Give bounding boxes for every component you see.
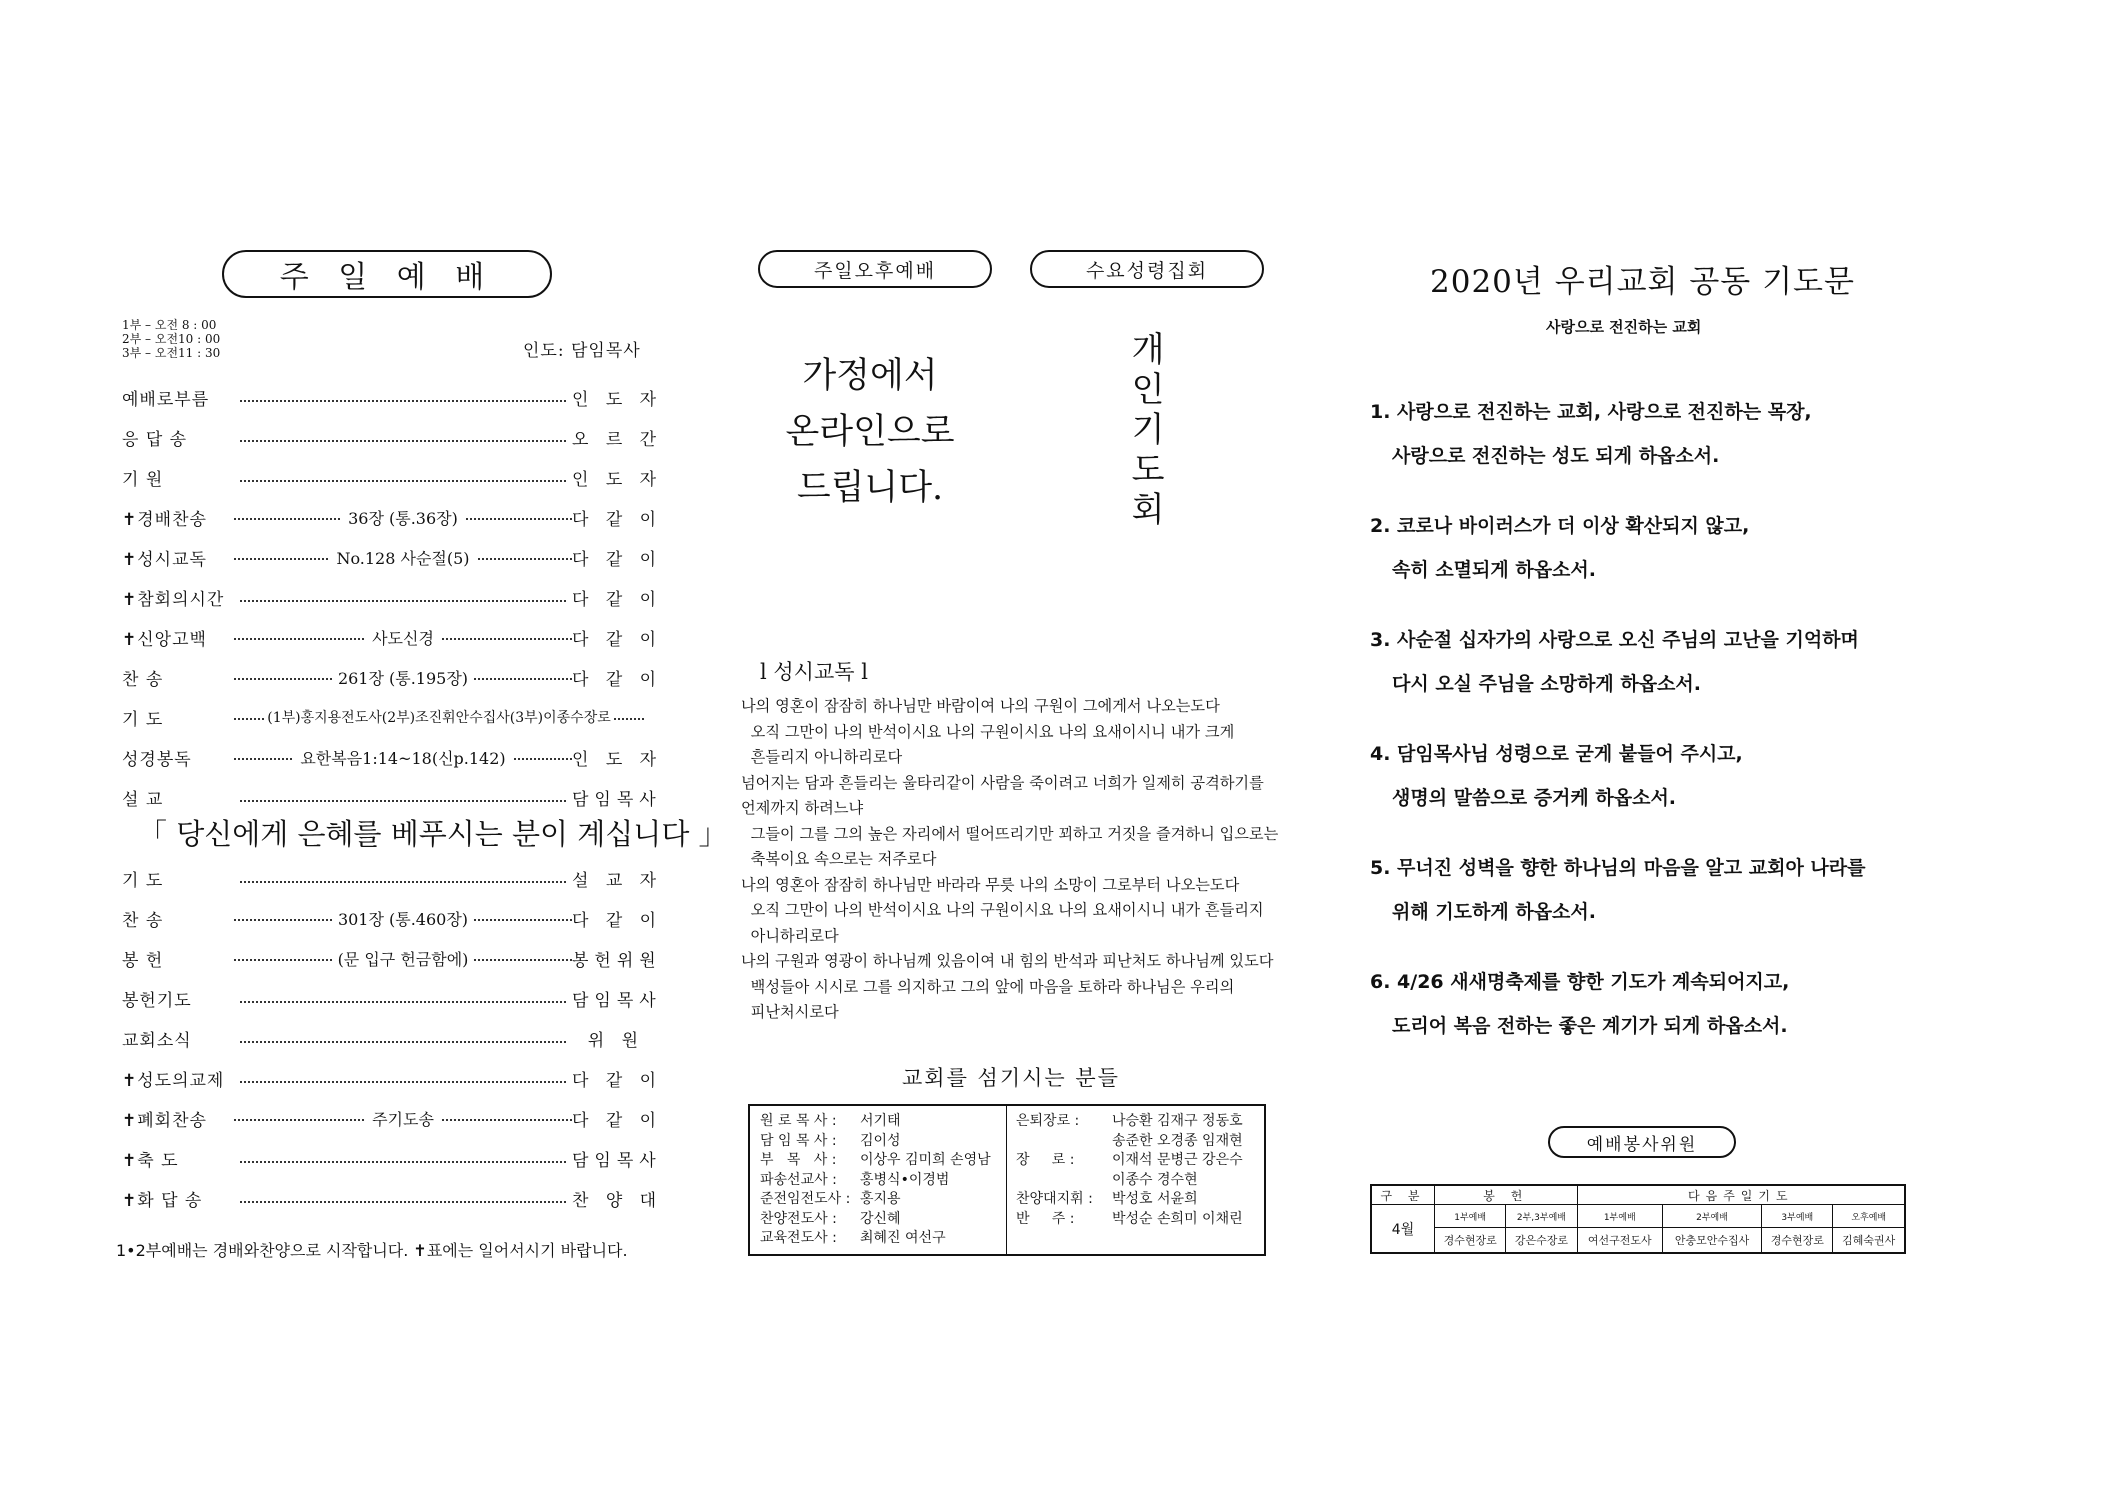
dot-leader	[240, 400, 566, 402]
staff-role: 찬양대지휘 :	[1016, 1191, 1093, 1207]
order-row	[122, 585, 663, 610]
order-item: ✝화 답 송	[122, 1190, 203, 1211]
table-cell: 안충모안수집사	[1662, 1228, 1761, 1254]
order-leader: 담임목사	[572, 789, 662, 810]
order-row	[122, 1026, 644, 1050]
prayer-line1: 5. 무너진 성벽을 향한 하나님의 마음을 알고 교회아 나라를	[1370, 857, 1866, 879]
wednesday-meeting-label	[1030, 250, 1264, 288]
prayer-line2: 위해 기도하게 하옵소서.	[1392, 901, 1596, 923]
time-first: 1부 – 오전 8 : 00	[122, 318, 217, 332]
vertical-char: 인	[1131, 370, 1165, 410]
order-item: ✝신앙고백	[122, 629, 207, 650]
service-committee-label	[1548, 1126, 1736, 1158]
responsive-line: 언제까지 하려느냐	[741, 799, 864, 817]
dot-leader	[240, 600, 566, 602]
staff-role: 교육전도사 :	[760, 1230, 837, 1246]
staff-right-list	[1016, 1112, 1243, 1229]
staff-row	[760, 1210, 991, 1230]
responsive-reading-title: l 성시교독 l	[760, 660, 868, 684]
order-detail-wrap	[234, 947, 572, 970]
staff-row	[760, 1229, 991, 1249]
order-leader: 봉헌위원	[572, 950, 662, 971]
staff-role: 반 주 :	[1016, 1210, 1075, 1227]
order-leader: 다 같 이	[572, 1070, 663, 1091]
order-leader: 다 같 이	[572, 629, 663, 650]
staff-role	[1016, 1171, 1112, 1191]
prayer-line1: 4. 담임목사님 성령으로 굳게 붙들어 주시고,	[1370, 743, 1743, 765]
personal-prayer-vertical	[1128, 330, 1168, 530]
staff-row	[1016, 1171, 1243, 1191]
responsive-line: 오직 그만이 나의 반석이시요 나의 구원이시요 나의 요새이시니 내가 크게	[741, 722, 1235, 741]
order-item: ✝참회의시간	[122, 589, 225, 610]
staff-row	[1016, 1151, 1243, 1171]
prayer-item	[1370, 504, 1749, 592]
responsive-line: 축복이요 속으로는 저주로다	[741, 850, 937, 868]
dot-leader	[240, 1081, 566, 1083]
responsive-line: 나의 영혼이 잠잠히 하나님만 바람이여 나의 구원이 그에게서 나오는도다	[741, 697, 1220, 715]
order-leader: 다 같 이	[572, 589, 663, 610]
prayer-item	[1370, 960, 1789, 1048]
staff-names: 나승환 김재구 정동호	[1112, 1113, 1243, 1129]
order-leader: 설 교 자	[572, 870, 663, 891]
order-detail-wrap	[234, 707, 644, 727]
order-row	[122, 545, 663, 570]
order-detail: (문 입구 헌금함에)	[332, 950, 475, 969]
staff-role: 담 임 목 사 :	[760, 1132, 837, 1149]
staff-role: 파송선교사 :	[760, 1171, 837, 1188]
responsive-reading-text	[741, 694, 1301, 1026]
staff-names: 이상우 김미희 손영남	[860, 1152, 991, 1168]
prayer-item	[1370, 732, 1743, 820]
dot-leader	[240, 800, 566, 802]
order-row	[122, 425, 663, 450]
prayer-line2: 사랑으로 전진하는 성도 되게 하옵소서.	[1392, 445, 1720, 467]
table-header-next-prayer: 다음주일기도	[1577, 1185, 1905, 1205]
staff-row	[1016, 1132, 1243, 1152]
staff-divider	[1006, 1106, 1007, 1254]
order-detail: 301장 (통.460장)	[332, 910, 474, 929]
staff-row	[1016, 1112, 1243, 1132]
table-cell: 여선구전도사	[1577, 1228, 1662, 1254]
time-second: 2부 – 오전10 : 00	[122, 332, 221, 346]
order-detail: (1부)홍지용전도사(2부)조진휘안수집사(3부)이종수장로	[267, 710, 611, 726]
staff-role: 찬양전도사 :	[760, 1210, 837, 1227]
staff-row	[760, 1190, 991, 1210]
afternoon-worship-text: 주일오후예배	[813, 259, 937, 282]
staff-role: 은퇴장로 :	[1016, 1113, 1080, 1129]
staff-names: 홍병식•이경범	[860, 1171, 950, 1188]
staff-role: 장 로 :	[1016, 1152, 1075, 1168]
order-leader: 담임목사	[572, 1150, 662, 1171]
vertical-char: 기	[1131, 410, 1165, 450]
staff-names: 박성호 서윤희	[1112, 1191, 1198, 1207]
responsive-line: 오직 그만이 나의 반석이시요 나의 구원이시요 나의 요새이시니 내가 흔들리지	[741, 901, 1264, 919]
staff-names: 최혜진 여선구	[860, 1230, 946, 1246]
order-row	[122, 745, 663, 770]
order-row	[122, 785, 662, 810]
responsive-line: 나의 구원과 영광이 하나님께 있음이여 내 힘의 반석과 피난처도 하나님께 있도다	[741, 952, 1274, 970]
vertical-char: 회	[1131, 490, 1165, 530]
service-times	[122, 318, 220, 360]
wednesday-meeting-text: 수요성령집회	[1085, 259, 1209, 282]
order-detail-wrap	[234, 746, 572, 769]
prayer-line1: 1. 사랑으로 전진하는 교회, 사랑으로 전진하는 목장,	[1370, 401, 1812, 423]
responsive-line: 나의 영혼아 잠잠히 하나님만 바라라 무릇 나의 소망이 그로부터 나오는도다	[741, 875, 1240, 894]
staff-names: 서기태	[860, 1113, 901, 1129]
dot-leader	[240, 1161, 566, 1163]
table-cell: 김혜숙권사	[1833, 1228, 1905, 1254]
order-row	[122, 986, 662, 1011]
prayer-line2: 생명의 말씀으로 증거케 하옵소서.	[1392, 787, 1677, 809]
order-row	[122, 1066, 663, 1091]
prayer-line2: 다시 오실 주님을 소망하게 하옵소서.	[1392, 673, 1701, 695]
order-item: ✝경배찬송	[122, 509, 207, 530]
order-leader: 인 도 자	[572, 389, 663, 410]
prayer-item	[1370, 390, 1812, 478]
order-item: ✝성시교독	[122, 549, 207, 570]
service-committee-text: 예배봉사위원	[1586, 1134, 1698, 1155]
order-item: ✝폐회찬송	[122, 1110, 207, 1131]
time-third: 3부 – 오전11 : 30	[122, 346, 221, 360]
staff-names: 홍지용	[860, 1191, 901, 1207]
order-item: 응 답 송	[122, 429, 188, 450]
sunday-worship-title-text: 주 일 예 배	[279, 260, 495, 295]
dot-leader	[240, 1041, 566, 1043]
order-detail: 사도신경	[366, 629, 440, 648]
home-msg-line: 온라인으로	[785, 412, 955, 452]
order-row	[122, 1106, 663, 1131]
order-item: ✝축 도	[122, 1150, 179, 1171]
order-leader: 찬 양 대	[572, 1190, 663, 1211]
prayer-line2: 속히 소멸되게 하옵소서.	[1392, 559, 1596, 581]
order-item: 봉 헌	[122, 950, 164, 971]
order-detail: No.128 사순절(5)	[330, 549, 475, 568]
staff-names: 박성순 손희미 이채린	[1112, 1210, 1243, 1227]
order-detail-wrap	[234, 907, 572, 930]
order-item: 찬 송	[122, 669, 164, 690]
staff-row	[760, 1112, 991, 1132]
order-leader: 인 도 자	[572, 469, 663, 490]
order-detail: 261장 (통.195장)	[332, 669, 474, 688]
order-detail: 주기도송	[366, 1110, 440, 1129]
prayer-subtitle: 사랑으로 전진하는 교회	[1546, 318, 1702, 336]
order-row	[122, 906, 663, 931]
order-item: ✝성도의교제	[122, 1070, 225, 1091]
order-leader: 담임목사	[572, 990, 662, 1011]
staff-row	[1016, 1210, 1243, 1230]
staff-role: 준전임전도사 :	[760, 1191, 851, 1207]
order-item: 교회소식	[122, 1030, 192, 1051]
staff-names: 김이성	[860, 1132, 901, 1149]
table-subheader: 3부예배	[1762, 1205, 1833, 1228]
order-item: 성경봉독	[122, 749, 192, 770]
dot-leader	[240, 1001, 566, 1003]
vertical-char: 도	[1131, 450, 1165, 490]
order-leader: 오 르 간	[572, 429, 663, 450]
order-row	[122, 665, 663, 690]
prayer-item	[1370, 846, 1866, 934]
table-subheader: 2부예배	[1662, 1205, 1761, 1228]
order-detail-wrap	[234, 506, 572, 529]
table-header-division: 구 분	[1371, 1185, 1435, 1205]
staff-row	[760, 1151, 991, 1171]
dot-leader	[240, 480, 566, 482]
order-row	[122, 385, 663, 410]
staff-role: 부 목 사 :	[760, 1152, 837, 1168]
staff-names: 이재석 문병근 강은수	[1112, 1152, 1243, 1168]
responsive-line: 넘어지는 담과 흔들리는 울타리같이 사람을 죽이려고 너희가 일제히 공격하기를	[741, 773, 1264, 792]
staff-names: 이종수 경수현	[1112, 1171, 1198, 1188]
table-cell: 경수현장로	[1762, 1228, 1833, 1254]
order-row	[122, 505, 663, 530]
prayer-line1: 3. 사순절 십자가의 사랑으로 오신 주님의 고난을 기억하며	[1370, 629, 1859, 651]
order-detail-wrap	[234, 546, 572, 569]
staff-box	[748, 1104, 1266, 1256]
staff-row	[760, 1171, 991, 1191]
responsive-line: 흔들리지 아니하리로다	[741, 748, 903, 766]
order-row	[122, 946, 662, 971]
order-item: 기 원	[122, 469, 164, 490]
order-detail-wrap	[234, 666, 572, 689]
order-row	[122, 705, 644, 729]
dot-leader	[240, 881, 566, 883]
staff-names: 강신혜	[860, 1210, 901, 1227]
order-row	[122, 1186, 663, 1211]
table-month: 4월	[1371, 1205, 1435, 1254]
responsive-line: 피난처시로다	[741, 1003, 839, 1021]
home-msg-line: 드립니다.	[796, 468, 944, 508]
table-cell: 경수현장로	[1435, 1228, 1506, 1254]
responsive-line: 그들이 그를 그의 높은 자리에서 떨어뜨리기만 꾀하고 거짓을 즐겨하니 입으로는	[741, 824, 1279, 843]
service-table	[1370, 1184, 1906, 1254]
afternoon-worship-label	[758, 250, 992, 288]
order-leader: 다 같 이	[572, 669, 663, 690]
responsive-line: 백성들아 시시로 그를 의지하고 그의 앞에 마음을 토하라 하나님은 우리의	[741, 977, 1235, 996]
order-item: 봉헌기도	[122, 990, 192, 1011]
dot-leader	[240, 440, 566, 442]
order-row	[122, 1146, 662, 1171]
table-subheader: 2부,3부예배	[1506, 1205, 1577, 1228]
table-subheader: 1부예배	[1577, 1205, 1662, 1228]
prayer-line2: 도리어 복음 전하는 좋은 계기가 되게 하옵소서.	[1392, 1015, 1788, 1037]
prayer-line1: 2. 코로나 바이러스가 더 이상 확산되지 않고,	[1370, 515, 1750, 537]
order-item: 기 도	[122, 870, 164, 891]
staff-left-list	[760, 1112, 991, 1249]
prayer-title: 2020년 우리교회 공동 기도문	[1430, 264, 1855, 300]
order-detail: 36장 (통.36장)	[342, 509, 464, 528]
prayer-item	[1370, 618, 1859, 706]
dot-leader	[240, 1201, 566, 1203]
order-detail-wrap	[234, 1107, 572, 1130]
order-detail-wrap	[234, 626, 572, 649]
order-leader: 다 같 이	[572, 509, 663, 530]
staff-names: 송준한 오경종 임재현	[1112, 1132, 1243, 1149]
staff-role: 원 로 목 사 :	[760, 1113, 837, 1129]
table-subheader: 1부예배	[1435, 1205, 1506, 1228]
order-item: 기 도	[122, 709, 164, 730]
vertical-char: 개	[1131, 330, 1165, 370]
order-detail: 요한복음1:14~18(신p.142)	[294, 749, 511, 768]
order-leader: 인 도 자	[572, 749, 663, 770]
staff-row	[760, 1132, 991, 1152]
prayer-line1: 6. 4/26 새새명축제를 향한 기도가 계속되어지고,	[1370, 971, 1790, 993]
home-msg-line: 가정에서	[802, 356, 938, 396]
order-item: 찬 송	[122, 910, 164, 931]
order-leader: 다 같 이	[572, 910, 663, 931]
sunday-worship-title	[222, 250, 552, 298]
leader-info: 인도: 담임목사	[523, 341, 641, 361]
sermon-title: 「 당신에게 은혜를 베푸시는 분이 계십니다 」	[138, 817, 728, 851]
order-leader: 다 같 이	[572, 549, 663, 570]
staff-row	[1016, 1190, 1243, 1210]
table-header-offering: 봉 헌	[1435, 1185, 1578, 1205]
responsive-line: 아니하리로다	[741, 926, 839, 945]
order-row	[122, 625, 663, 650]
order-row	[122, 465, 663, 490]
order-row	[122, 866, 663, 891]
table-cell: 강은수장로	[1506, 1228, 1577, 1254]
order-leader: 위 원	[587, 1030, 644, 1051]
footnote: 1•2부예배는 경배와찬양으로 시작합니다. ✝표에는 일어서시기 바랍니다.	[116, 1241, 628, 1260]
staff-title: 교회를 섬기시는 분들	[902, 1066, 1120, 1090]
order-item: 설 교	[122, 789, 164, 810]
order-leader: 다 같 이	[572, 1110, 663, 1131]
staff-role	[1016, 1132, 1112, 1152]
home-online-message	[770, 348, 970, 516]
table-subheader: 오후예배	[1833, 1205, 1905, 1228]
order-item: 예배로부름	[122, 389, 210, 410]
